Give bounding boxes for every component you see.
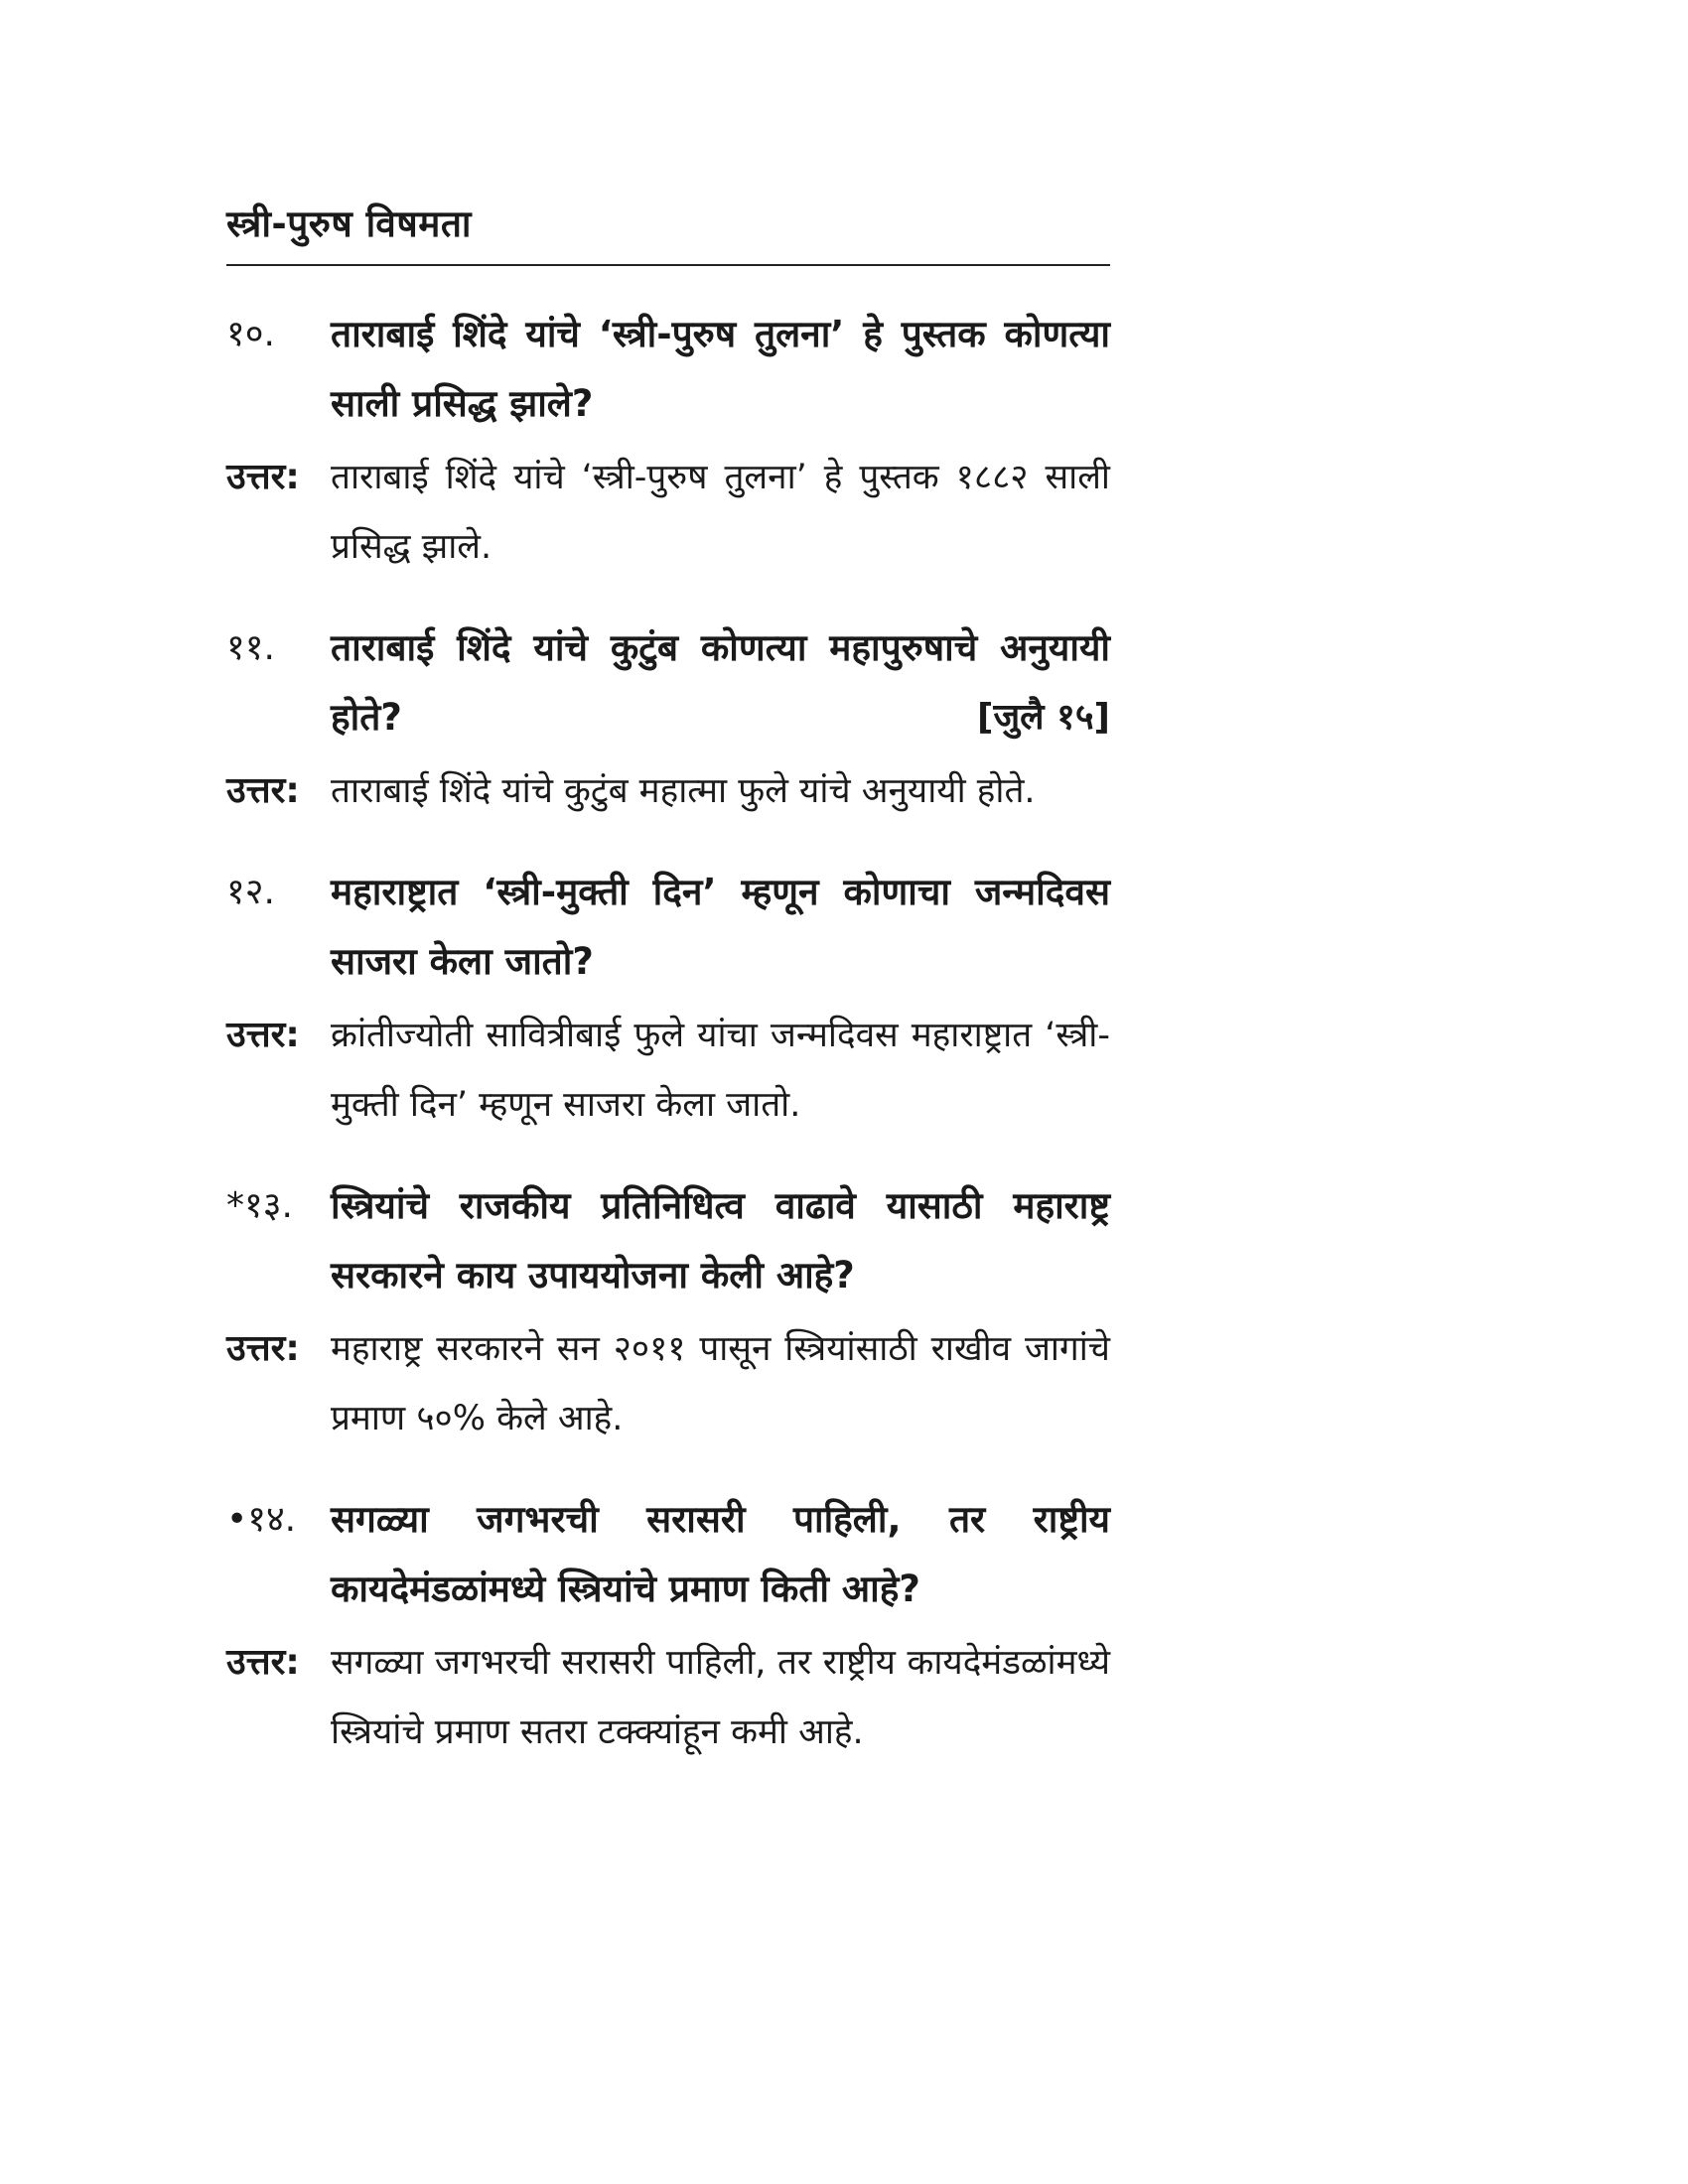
- question-number: •१४.: [226, 1499, 297, 1540]
- question-number: *१३.: [226, 1185, 293, 1226]
- question-body: ताराबाई शिंदे यांचे कुटुंब कोणत्या महापुरुषाचे अनुयायी होते?: [331, 626, 1110, 739]
- document-page: [226, 199, 1110, 1799]
- qa-item-12: [226, 858, 1110, 1140]
- answer-label: उत्तर:: [226, 1015, 300, 1055]
- question-text: सगळ्या जगभरची सरासरी पाहिली, तर राष्ट्रीय कायदेमंडळांमध्ये स्त्रियांचे प्रमाण किती आहे?: [331, 1498, 1110, 1610]
- question-row: [226, 858, 1110, 997]
- question-number: ११.: [226, 627, 275, 668]
- question-row: [226, 614, 1110, 752]
- question-text: ताराबाई शिंदे यांचे ‘स्त्री-पुरुष तुलना’ हे पुस्तक कोणत्या साली प्रसिद्ध झाले?: [331, 313, 1110, 425]
- question-text: [331, 614, 1110, 752]
- qa-list: [226, 300, 1110, 1767]
- answer-label: उत्तर:: [226, 1328, 300, 1369]
- answer-row: [226, 1001, 1110, 1140]
- answer-row: [226, 1314, 1110, 1453]
- answer-label: उत्तर:: [226, 770, 300, 811]
- answer-label: उत्तर:: [226, 457, 300, 497]
- answer-text: महाराष्ट्र सरकारने सन २०११ पासून स्त्रियांसाठी राखीव जागांचे प्रमाण ५०% केले आहे.: [331, 1329, 1110, 1438]
- page-title: स्त्री-पुरुष विषमता: [226, 203, 473, 245]
- question-row: [226, 1171, 1110, 1310]
- answer-row: [226, 1628, 1110, 1767]
- qa-item-11: [226, 614, 1110, 826]
- answer-label: उत्तर:: [226, 1642, 300, 1683]
- question-number: १०.: [226, 314, 275, 354]
- page-header: [226, 199, 1110, 266]
- answer-text: ताराबाई शिंदे यांचे कुटुंब महात्मा फुले यांचे अनुयायी होते.: [331, 771, 1036, 811]
- question-number: १२.: [226, 872, 275, 912]
- question-text: स्त्रियांचे राजकीय प्रतिनिधित्व वाढावे यासाठी महाराष्ट्र सरकारने काय उपाययोजना केली आहे?: [331, 1184, 1110, 1297]
- answer-text: क्रांतीज्योती सावित्रीबाई फुले यांचा जन्मदिवस महाराष्ट्रात ‘स्त्री-मुक्ती दिन’ म्हणून साजरा केला जातो.: [331, 1016, 1110, 1125]
- question-text: महाराष्ट्रात ‘स्त्री-मुक्ती दिन’ म्हणून कोणाचा जन्मदिवस साजरा केला जातो?: [331, 871, 1110, 983]
- answer-text: ताराबाई शिंदे यांचे ‘स्त्री-पुरुष तुलना’ हे पुस्तक १८८२ साली प्रसिद्ध झाले.: [331, 458, 1110, 567]
- answer-row: [226, 756, 1110, 826]
- answer-row: [226, 443, 1110, 582]
- answer-text: सगळ्या जगभरची सरासरी पाहिली, तर राष्ट्रीय कायदेमंडळांमध्ये स्त्रियांचे प्रमाण सतरा टक्क्यांहून कमी आहे.: [331, 1643, 1110, 1752]
- qa-item-14: [226, 1485, 1110, 1767]
- question-row: [226, 1485, 1110, 1624]
- question-row: [226, 300, 1110, 439]
- qa-item-10: [226, 300, 1110, 582]
- exam-tag: [जुलै १५]: [977, 697, 1110, 738]
- qa-item-13: [226, 1171, 1110, 1453]
